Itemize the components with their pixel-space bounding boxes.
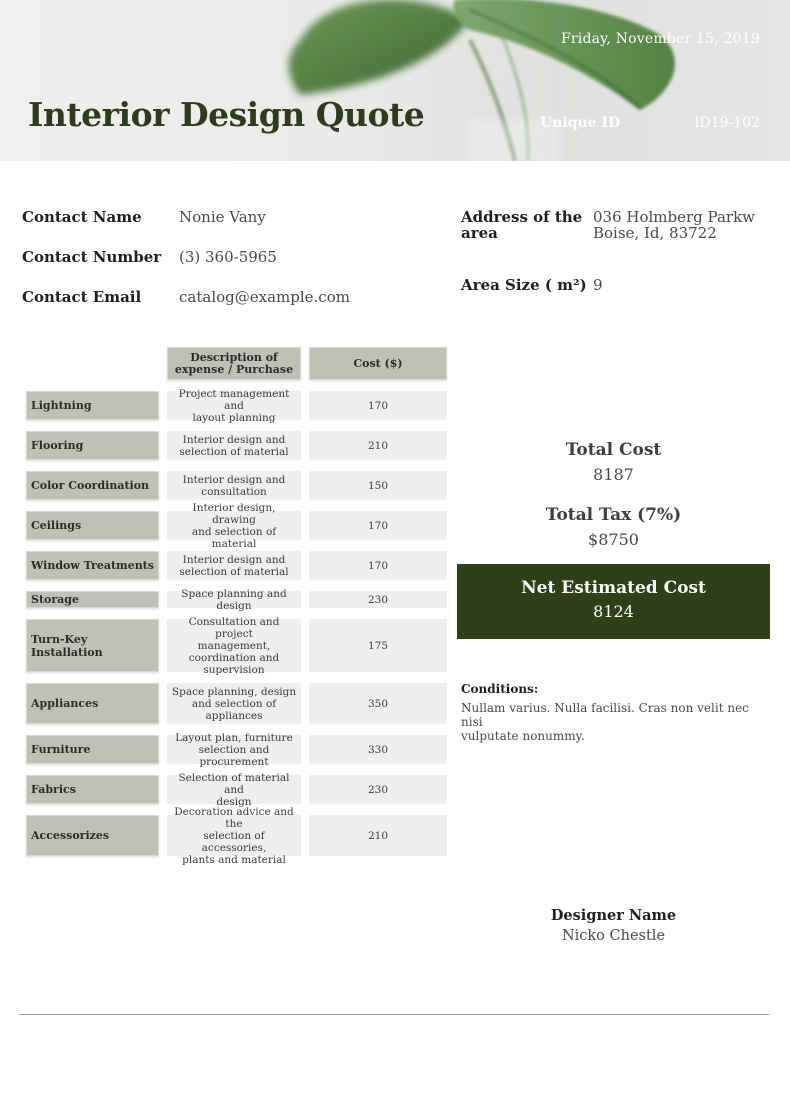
address-label-line: area — [461, 224, 498, 242]
designer-name-value: Nicko Chestle — [561, 928, 666, 944]
expense-category: Appliances — [26, 683, 159, 724]
expense-cost: 330 — [309, 735, 447, 764]
conditions-text — [461, 701, 761, 743]
expense-category: Lightning — [26, 391, 159, 420]
expense-description — [167, 431, 301, 460]
expense-description-line: design — [216, 795, 252, 808]
expense-description-line: Interior design and — [182, 473, 286, 486]
net-estimated-cost-box — [457, 564, 770, 639]
expense-description-line: appliances — [205, 709, 263, 722]
footer-divider — [19, 1014, 769, 1015]
total-cost-value: 8187 — [593, 465, 634, 484]
net-estimated-cost-value: 8124 — [593, 602, 634, 621]
total-tax-value: $8750 — [588, 530, 639, 549]
expense-description — [167, 501, 301, 550]
designer-name-label: Designer Name — [550, 907, 677, 924]
expense-description-line: Space planning and design — [181, 587, 287, 612]
area-size-label: Area Size ( m²) — [461, 276, 587, 294]
expense-description — [167, 387, 301, 424]
expense-description — [167, 587, 301, 612]
expense-description-line: and selection of material — [191, 525, 277, 550]
conditions-label: Conditions: — [461, 682, 539, 696]
expense-description-line: Project management and — [178, 387, 290, 412]
expense-description-line: Interior design, drawing — [192, 501, 276, 526]
column-header-description — [167, 347, 301, 380]
expense-cost: 175 — [309, 619, 447, 672]
expense-description — [167, 683, 301, 724]
expense-cost: 350 — [309, 683, 447, 724]
expense-description — [167, 615, 301, 676]
expense-description-line: selection of accessories, — [201, 829, 267, 854]
contact-name-value: Nonie Vany — [179, 208, 266, 226]
expense-description-line: Space planning, design — [171, 685, 297, 698]
expense-description — [167, 471, 301, 500]
expense-category: Flooring — [26, 431, 159, 460]
quote-date: Friday, November 15, 2019 — [560, 31, 760, 47]
expense-category: Furniture — [26, 735, 159, 764]
expense-description-line: Layout plan, furniture — [175, 731, 293, 744]
expense-description-line: Decoration advice and the — [174, 805, 294, 830]
expense-category: Storage — [26, 591, 159, 608]
expense-cost: 230 — [309, 775, 447, 804]
conditions-line: vulputate nonummy. — [461, 729, 585, 743]
total-cost-label: Total Cost — [565, 440, 662, 460]
expense-description-line: Interior design and — [182, 433, 286, 446]
contact-number-value: (3) 360-5965 — [179, 248, 277, 266]
expense-description-line: supervision — [203, 663, 265, 676]
expense-category: Window Treatments — [26, 551, 159, 580]
expense-description-line: and selection of — [191, 697, 277, 710]
contact-email-value: catalog@example.com — [179, 288, 350, 306]
expense-description-line: management, — [197, 639, 271, 652]
column-header-cost: Cost ($) — [309, 347, 447, 380]
address-label-line: Address of the — [461, 208, 583, 226]
expense-description-line: consultation — [201, 485, 267, 498]
address-value-line: 036 Holmberg Parkw — [593, 208, 756, 226]
expense-category: Color Coordination — [26, 471, 159, 500]
expense-description-line: Consultation and project — [188, 615, 280, 640]
expense-description-line: selection of material — [179, 565, 289, 578]
expense-description-line: coordination and — [188, 651, 280, 664]
expense-description — [167, 731, 301, 768]
expense-category: Fabrics — [26, 775, 159, 804]
address-value — [593, 209, 755, 241]
net-estimated-cost-label: Net Estimated Cost — [521, 578, 706, 598]
expense-description — [167, 551, 301, 580]
page-title: Interior Design Quote — [28, 95, 425, 134]
expense-category: Accessorizes — [26, 815, 159, 856]
address-value-line: Boise, Id, 83722 — [593, 224, 717, 242]
contact-number-label: Contact Number — [22, 248, 162, 266]
header-banner — [0, 0, 790, 161]
expense-description-line: layout planning — [192, 411, 276, 424]
expense-description-line: selection of material — [179, 445, 289, 458]
expense-cost: 170 — [309, 551, 447, 580]
expense-description-line: Selection of material and — [178, 771, 290, 796]
contact-email-label: Contact Email — [22, 288, 142, 306]
expense-cost: 230 — [309, 591, 447, 608]
expense-cost: 210 — [309, 815, 447, 856]
expense-description — [167, 805, 301, 866]
column-header-line: expense / Purchase — [174, 362, 294, 376]
expense-cost: 150 — [309, 471, 447, 500]
contact-name-label: Contact Name — [22, 208, 142, 226]
unique-id-label: Unique ID — [540, 115, 621, 131]
area-size-value: 9 — [593, 276, 603, 294]
expense-cost: 170 — [309, 511, 447, 540]
expense-category: Ceilings — [26, 511, 159, 540]
conditions-line: Nullam varius. Nulla facilisi. Cras non velit nec nisi — [461, 701, 749, 729]
expense-description-line: Interior design and — [182, 553, 286, 566]
expense-description-line: plants and material — [182, 853, 286, 866]
address-label — [461, 209, 582, 241]
unique-id-value: ID19-102 — [693, 115, 760, 131]
expense-description-line: selection and procurement — [198, 743, 270, 768]
expense-category: Turn-Key Installation — [26, 619, 159, 672]
expense-cost: 210 — [309, 431, 447, 460]
column-header-line: Description of — [190, 350, 278, 364]
total-tax-label: Total Tax (7%) — [545, 505, 682, 525]
expense-description — [167, 771, 301, 808]
plant-leaf-image — [0, 0, 790, 161]
expense-cost: 170 — [309, 391, 447, 420]
